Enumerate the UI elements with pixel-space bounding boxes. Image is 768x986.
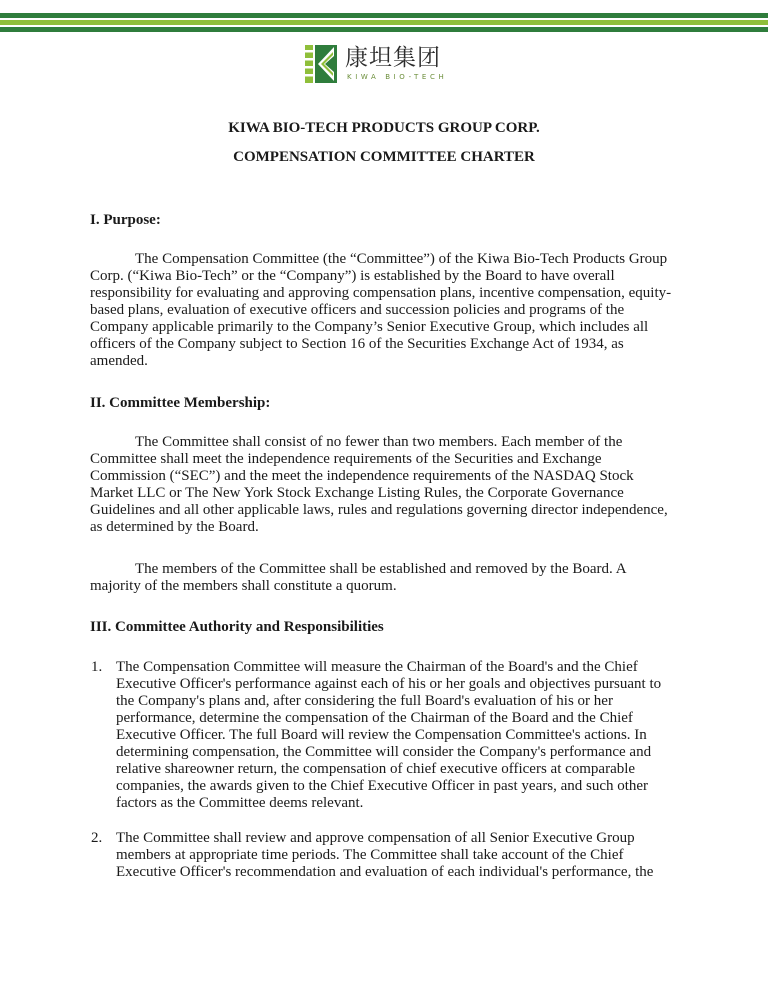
paragraph-line: officers of the Company subject to Section 16 of the Securities Exchange Act of 1934, as	[90, 336, 624, 352]
list-item-line: determining compensation, the Committee will consider the Company's performance and	[116, 744, 652, 760]
membership-paragraph-2	[90, 561, 627, 595]
section-heading-membership: II. Committee Membership:	[90, 395, 271, 411]
paragraph-line: Corp. (“Kiwa Bio-Tech” or the “Company”) is established by the Board to have overall	[90, 268, 615, 284]
list-item-line: performance, determine the compensation of the Chairman of the Board and the Chief	[116, 710, 633, 726]
section-heading-purpose: I. Purpose:	[90, 212, 161, 228]
logo-chinese-name: 康坦集团	[345, 45, 441, 71]
paragraph-line: Committee shall meet the independence requirements of the Securities and Exchange	[90, 451, 602, 467]
list-item-line: Executive Officer. The full Board will review the Compensation Committee's actions. In	[116, 727, 647, 743]
paragraph-line: The Compensation Committee (the “Committee”) of the Kiwa Bio-Tech Products Group	[135, 251, 668, 267]
paragraph-line: The members of the Committee shall be established and removed by the Board. A	[135, 561, 627, 577]
paragraph-line: Company applicable primarily to the Company’s Senior Executive Group, which includes all	[90, 319, 649, 335]
company-logo	[304, 44, 484, 86]
header-stripe-dark	[0, 27, 768, 32]
list-item-line: The Committee shall review and approve compensation of all Senior Executive Group	[116, 830, 635, 846]
list-item	[116, 830, 653, 881]
paragraph-line: amended.	[90, 353, 148, 369]
document-title: KIWA BIO-TECH PRODUCTS GROUP CORP.	[228, 120, 540, 136]
list-item-number: 1.	[91, 659, 103, 675]
document-subtitle: COMPENSATION COMMITTEE CHARTER	[233, 149, 535, 165]
list-item-number: 2.	[91, 830, 103, 846]
logo-english-name: KIWA BIO-TECH	[347, 73, 448, 81]
list-item-line: Executive Officer's performance against each of his or her goals and objectives pursuant to	[116, 676, 662, 692]
header-stripe-dark	[0, 13, 768, 18]
list-item-line: The Compensation Committee will measure the Chairman of the Board's and the Chief	[116, 659, 638, 675]
list-item	[116, 659, 661, 812]
paragraph-line: majority of the members shall constitute a quorum.	[90, 578, 397, 594]
membership-paragraph-1	[90, 434, 668, 536]
kiwa-logo-mark-icon	[304, 44, 338, 84]
paragraph-line: as determined by the Board.	[90, 519, 259, 535]
list-item-line: members at appropriate time periods. The Committee shall take account of the Chief	[116, 847, 624, 863]
paragraph-line: Market LLC or The New York Stock Exchange Listing Rules, the Corporate Governance	[90, 485, 624, 501]
purpose-paragraph	[90, 251, 671, 370]
header-stripe-light	[0, 20, 768, 25]
section-heading-authority: III. Committee Authority and Responsibilities	[90, 619, 384, 635]
paragraph-line: Guidelines and all other applicable laws, rules and regulations governing director independence,	[90, 502, 668, 518]
paragraph-line: Commission (“SEC”) and the meet the independence requirements of the NASDAQ Stock	[90, 468, 634, 484]
list-item-line: Executive Officer's recommendation and evaluation of each individual's performance, the	[116, 864, 654, 880]
list-item-line: relative shareowner return, the compensation of chief executive officers at comparable	[116, 761, 636, 777]
list-item-line: the Company's plans and, after considering the full Board's evaluation of his or her	[116, 693, 613, 709]
paragraph-line: responsibility for evaluating and approving compensation plans, incentive compensation, equity-	[90, 285, 672, 301]
paragraph-line: based plans, evaluation of executive officers and succession policies and programs of the	[90, 302, 625, 318]
header-stripes	[0, 13, 768, 34]
paragraph-line: The Committee shall consist of no fewer than two members. Each member of the	[135, 434, 623, 450]
list-item-line: companies, the awards given to the Chief Executive Officer in past years, and such other	[116, 778, 649, 794]
list-item-line: factors as the Committee deems relevant.	[116, 795, 364, 811]
